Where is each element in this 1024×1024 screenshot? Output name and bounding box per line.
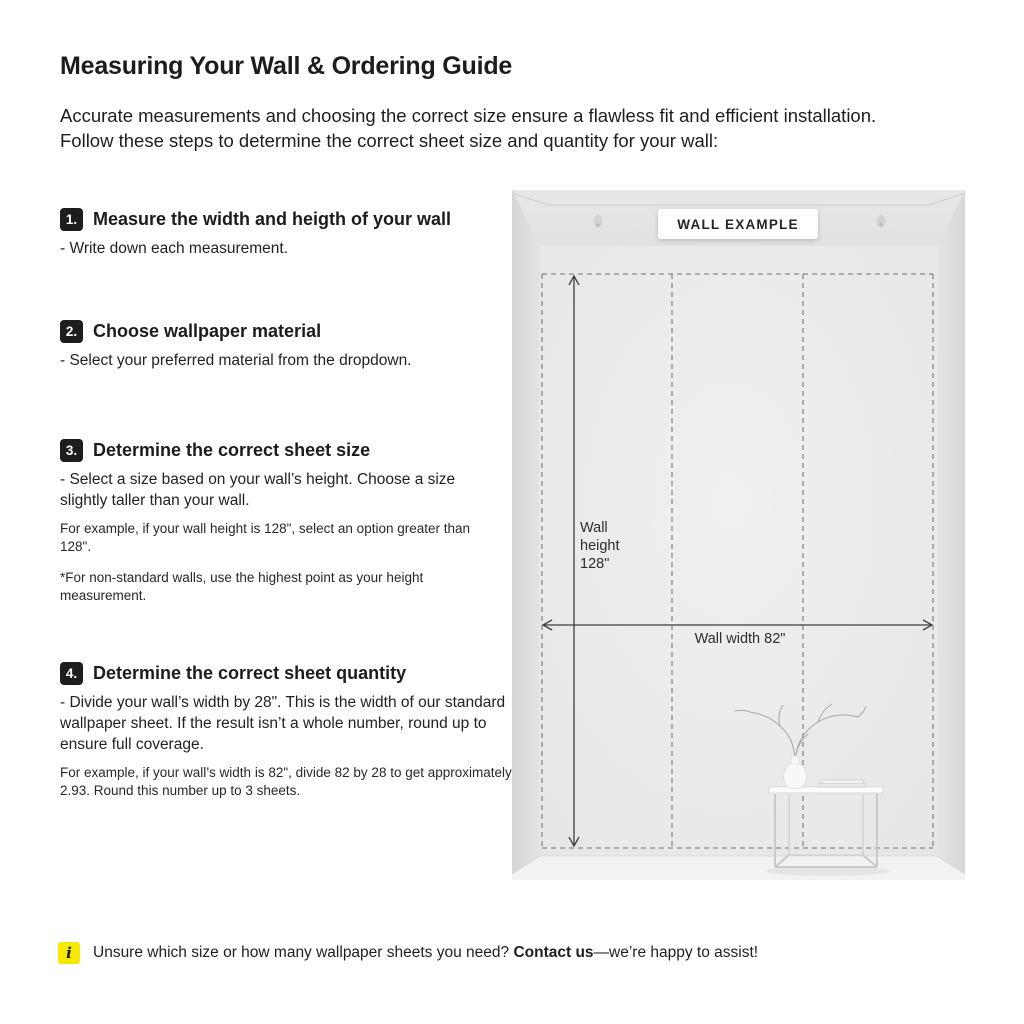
step-3-title: Determine the correct sheet size: [93, 440, 371, 460]
footer-note: [58, 942, 758, 964]
step-4-example: For example, if your wall’s width is 82", divide 82 by 28 to get approximately 2.93. Round this number up to 3 sheets.: [60, 765, 512, 798]
floor: [512, 856, 965, 880]
step-2-number-badge: 2.: [60, 320, 83, 343]
step-4: [60, 662, 530, 800]
footer-text-before: Unsure which size or how many wallpaper sheets you need?: [93, 944, 514, 961]
right-wall: [937, 190, 965, 874]
svg-text:128": 128": [580, 556, 610, 572]
books-stack: [819, 780, 865, 787]
step-4-body: - Divide your wall’s width by 28". This is the width of our standard wallpaper sheet. If the result isn’t a whole number, round up to ensure full coverage.: [60, 694, 506, 753]
step-3-note: *For non-standard walls, use the highest point as your height measurement.: [60, 570, 424, 603]
step-2-body: - Select your preferred material from the dropdown.: [60, 352, 412, 369]
contact-us-link[interactable]: Contact us: [513, 944, 594, 961]
info-icon: i: [58, 942, 80, 964]
step-2: [60, 320, 492, 371]
footer-text-after: —we’re happy to assist!: [593, 944, 759, 961]
step-1-body: - Write down each measurement.: [60, 240, 289, 257]
step-4-number-badge: 4.: [60, 662, 83, 685]
step-3-example: For example, if your wall height is 128", select an option greater than 128".: [60, 521, 471, 554]
step-3-number-badge: 3.: [60, 439, 83, 462]
wall-example-image: [512, 190, 965, 880]
page-title: Measuring Your Wall & Ordering Guide: [60, 52, 513, 80]
step-1-number-badge: 1.: [60, 208, 83, 231]
svg-text:WALL EXAMPLE: WALL EXAMPLE: [677, 217, 799, 232]
step-4-title: Determine the correct sheet quantity: [93, 663, 407, 683]
svg-text:height: height: [580, 538, 620, 554]
wall-example-illustration: [512, 190, 965, 880]
step-1-title: Measure the width and heigth of your wall: [93, 209, 452, 229]
left-wall: [512, 190, 540, 874]
intro-paragraph: [60, 103, 876, 153]
intro-line-1: Accurate measurements and choosing the correct size ensure a flawless fit and efficient installation.: [60, 105, 877, 126]
svg-text:Wall: Wall: [580, 520, 608, 536]
step-1: [60, 208, 492, 259]
wall-example-badge: [658, 209, 818, 239]
step-3: [60, 439, 492, 605]
wall-width-label: Wall width 82": [694, 631, 786, 647]
intro-line-2: Follow these steps to determine the correct sheet size and quantity for your wall:: [60, 130, 719, 151]
footer-text: [93, 944, 758, 962]
step-3-body: - Select a size based on your wall’s height. Choose a size slightly taller than your wall.: [60, 471, 456, 509]
step-2-title: Choose wallpaper material: [93, 321, 322, 341]
